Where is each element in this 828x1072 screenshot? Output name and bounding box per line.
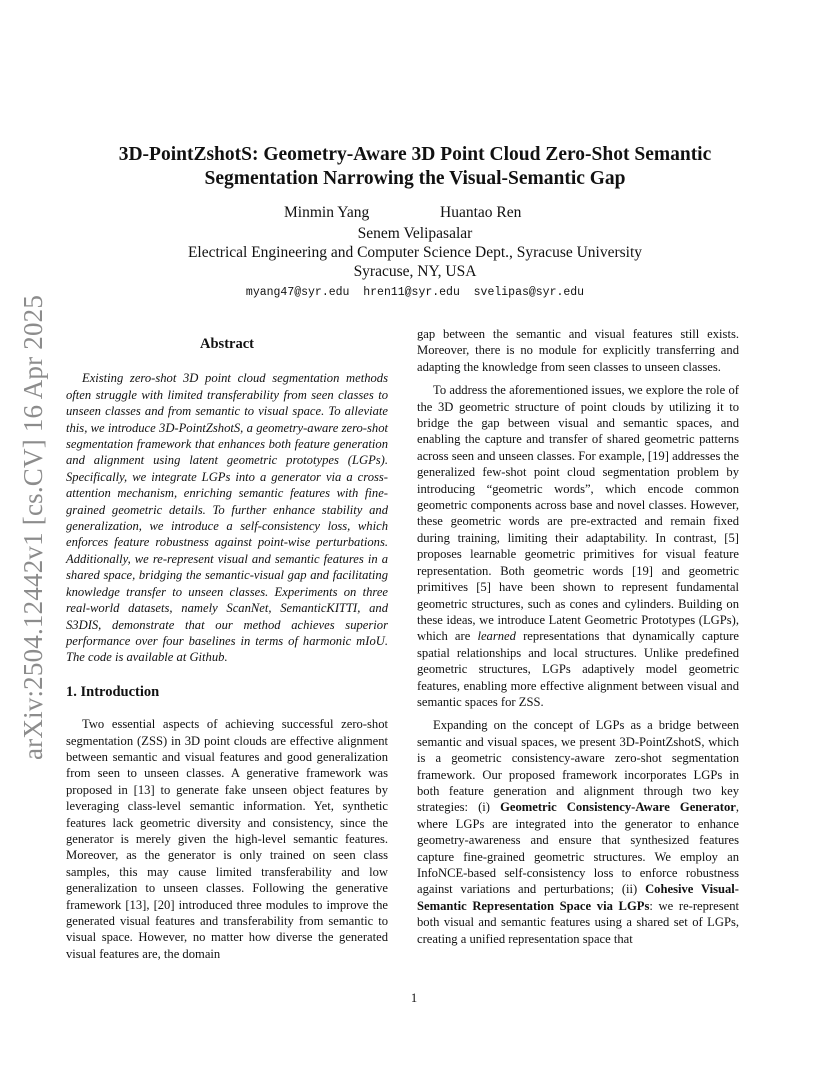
intro-paragraph-2 bbox=[417, 382, 739, 710]
strategy-2-name: Cohesive Visual-Semantic Representation Space via LGPs bbox=[417, 882, 739, 913]
author-1: Minmin Yang bbox=[284, 204, 370, 221]
author-3: Senem Velipasalar bbox=[357, 225, 473, 242]
intro-paragraph-3-part-a: Expanding on the concept of LGPs as a bridge between semantic and visual spaces, we present 3D-PointZshotS, which is a geometric consistency-aware zero-shot segmentation framework. Our proposed framework incorporates LGPs in both feature generation and alignment through two key strategies: (i) bbox=[417, 718, 739, 815]
title-line-2: Segmentation Narrowing the Visual-Semantic Gap bbox=[204, 168, 626, 189]
abstract bbox=[66, 370, 388, 665]
intro-paragraph-continued: gap between the semantic and visual features still exists. Moreover, there is no module for explicitly transferring and adapting the knowledge from seen classes to unseen classes. bbox=[417, 327, 739, 374]
emphasis-learned: learned bbox=[477, 629, 516, 644]
intro-paragraph-3-part-c: , where LGPs are integrated into the generator to enhance geometry-awareness and ensure that synthesized features capture fine-grained geometric structures. We employ an InfoNCE-based self-consistency loss to enforce robustness against variations and perturbations; (ii) bbox=[417, 800, 740, 897]
affiliation: Electrical Engineering and Computer Science Dept., Syracuse University bbox=[187, 244, 643, 261]
page-number: 1 bbox=[410, 991, 418, 1005]
author-emails: myang47@syr.edu hren11@syr.edu svelipas@syr.edu bbox=[245, 286, 585, 299]
location: Syracuse, NY, USA bbox=[353, 263, 477, 280]
abstract-heading: Abstract bbox=[200, 336, 254, 352]
paper-title bbox=[80, 143, 750, 191]
right-column bbox=[417, 326, 739, 947]
title-line-1: 3D-PointZshotS: Geometry-Aware 3D Point Cloud Zero-Shot Semantic bbox=[118, 144, 712, 165]
authors-row bbox=[0, 204, 828, 224]
strategy-1-name: Geometric Consistency-Aware Generator bbox=[500, 800, 736, 815]
left-column bbox=[66, 326, 388, 962]
introduction-heading: 1. Introduction bbox=[66, 683, 160, 700]
intro-paragraph-3-part-d: : we re-represent both visual and semantic features using a shared set of LGPs, creating a unified representation space that bbox=[417, 898, 739, 946]
author-2: Huantao Ren bbox=[440, 204, 522, 221]
intro-paragraph-3 bbox=[417, 717, 739, 947]
intro-paragraph-1: Two essential aspects of achieving successful zero-shot segmentation (ZSS) in 3D point clouds are effective alignment between semantic and visual features and good generalization from seen to unseen classes. A generative framework was proposed in [13] to generate fake unseen object features by leveraging class-level semantic information. Yet, synthetic features lack geometric diversity and consistency, since the generator is merely given the high-level semantic features. Moreover, as the generator is only trained on seen class samples, this may cause limited transferability and low generalization to unseen classes. Following the generative framework [13], [20] introduced three modules to improve the generated visual features and transferability from semantic to visual space. However, no matter how diverse the generated visual features are, the domain bbox=[66, 717, 388, 961]
intro-paragraph-2-part-a: To address the aforementioned issues, we explore the role of the 3D geometric structure of point clouds by utilizing it to bridge the gap between visual and semantic spaces, and enabling the capture and transfer of shared geometric patterns across seen and unseen classes. For example, [19] addresses the generalized few-shot point cloud segmentation problem by introducing “geometric words”, which encode common geometric components across base and novel classes. However, these geometric words are pre-extracted and remain fixed during training, limiting their adaptability. In contrast, [5] proposes learnable geometric primitives for visual feature representation. Both geometric words [19] and geometric primitives [5] have been shown to represent fundamental geometric structures, such as cones and cylinders. Building on these ideas, we introduce Latent Geometric Prototypes (LGPs), which are bbox=[417, 383, 739, 644]
abstract-text: Existing zero-shot 3D point cloud segmentation methods often struggle with limited transferability from seen classes to unseen classes and from semantic to visual space. To alleviate this, we introduce 3D-PointZshotS, a geometry-aware zero-shot segmentation framework that enhances both feature generation and alignment using latent geometric prototypes (LGPs). Specifically, we integrate LGPs into a generator via a cross-attention mechanism, enriching semantic features with fine-grained geometric details. To further enhance stability and generalization, we introduce a self-consistency loss, which enforces feature robustness against point-wise perturbations. Additionally, we re-represent visual and semantic features in a shared space, bridging the semantic-visual gap and facilitating knowledge transfer to unseen classes. Experiments on three real-world datasets, namely ScanNet, SemanticKITTI, and S3DIS, demonstrate that our method achieves superior performance over four baselines in terms of harmonic mIoU. The code is available at Github. bbox=[66, 371, 388, 665]
intro-paragraph-2-part-b: representations that dynamically capture spatial relationships and local structures. Unlike predefined geometric structures, LGPs adaptively model geometric features, enabling more effective alignment between visual and semantic spaces for ZSS. bbox=[417, 629, 739, 709]
arxiv-identifier: arXiv:2504.12442v1 [cs.CV] 16 Apr 2025 bbox=[18, 294, 48, 760]
